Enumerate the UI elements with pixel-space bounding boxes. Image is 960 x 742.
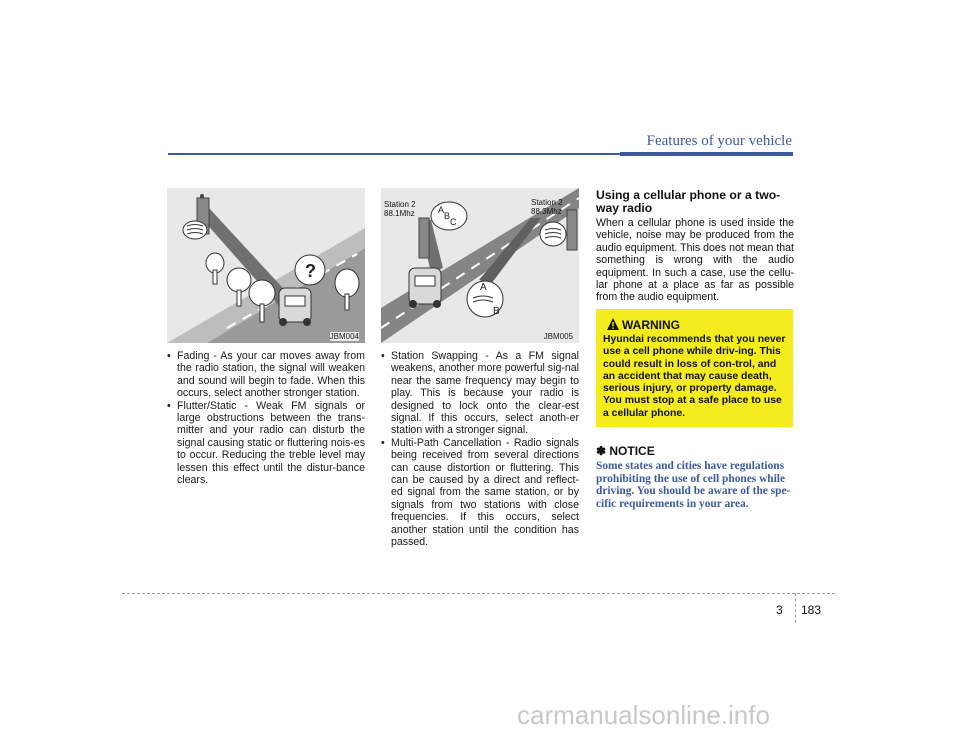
section-heading: Using a cellular phone or a two-way radio — [596, 188, 781, 215]
svg-text:C: C — [450, 217, 457, 227]
bullet-flutter-static: • Flutter/Static - Weak FM signals or large obstructions between the trans-mitter and your radio can disturb the signal causing static or fluttering nois-es to occur. Reducing the treble level may lessen this effect until the distur-bance clears. — [167, 400, 365, 487]
svg-text:?: ? — [305, 261, 316, 281]
figure-station-swapping — [381, 188, 579, 343]
bullet-fading: • Fading - As your car moves away from the radio station, the signal will weaken and sound will begin to fade. When this occurs, select another stronger station. — [167, 350, 365, 400]
chapter-number: 3 — [776, 603, 783, 617]
station-left-label: Station 2 88.1Mhz — [384, 200, 416, 218]
bullet-multi-path: • Multi-Path Cancellation - Radio signals being received from several directions can cause distortion or fluttering. This can be caused by a direct and reflect-ed signal from the same station, or by signals from two stations with close frequencies. If this occurs, select another station until the condition has passed. — [381, 437, 579, 549]
svg-text:B: B — [493, 306, 500, 317]
column-1 — [167, 350, 365, 486]
watermark: carmanualsonline.info — [517, 700, 770, 730]
figure-fading — [167, 188, 365, 343]
svg-text:B: B — [444, 211, 451, 221]
warning-icon — [607, 318, 619, 330]
figure-code: JBM004 — [329, 332, 359, 341]
column-2 — [381, 350, 579, 549]
figure-code: JBM005 — [543, 332, 573, 341]
notice-title: ✽ NOTICE — [596, 444, 655, 458]
notice-text: Some states and cities have regulations prohibiting the use of cell phones while driving. You should be aware of the spe-cific requirements in your area. — [596, 460, 791, 510]
footer-rule — [122, 593, 835, 594]
page-number: 183 — [801, 603, 822, 617]
section-title: Features of your vehicle — [646, 133, 792, 149]
warning-title: WARNING — [622, 318, 680, 332]
header-rule-accent — [620, 152, 793, 156]
cellular-paragraph: When a cellular phone is used inside the vehicle, noise may be produced from the audio equipment. This does not mean that something is wrong with the audio equipment. In such a case, use the cellu-lar phone at a place as far as possible from the audio equipment. — [596, 217, 794, 304]
fading-illustration — [167, 188, 365, 343]
bullet-station-swapping: • Station Swapping - As a FM signal weakens, another more powerful sig-nal near the same frequency may begin to play. This is because your radio is designed to lock onto the clear-est signal. If this occurs, select anoth-er station with a stronger signal. — [381, 350, 579, 437]
station-right-label: Station 2 88.3Mhz — [531, 198, 563, 216]
footer-divider — [795, 593, 796, 623]
svg-text:A: A — [438, 205, 445, 215]
svg-text:A: A — [480, 282, 487, 293]
warning-text: Hyundai recommends that you never use a cell phone while driv-ing. This could result in loss of con-trol, and an accident that may cause death, serious injury, or property damage. You must stop at a safe place to use a cellular phone. — [603, 334, 786, 419]
warning-box — [596, 309, 793, 427]
